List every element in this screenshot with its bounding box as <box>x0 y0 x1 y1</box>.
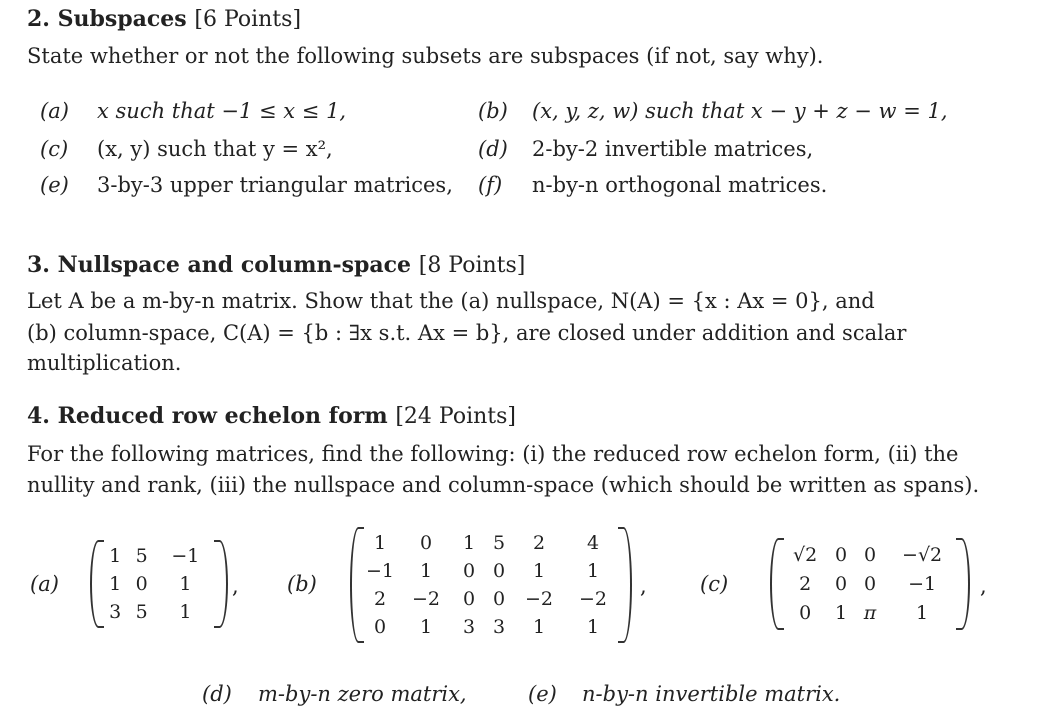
matrix-a-cell: 5 <box>135 545 148 567</box>
matrix-b-cell: 0 <box>462 588 476 610</box>
q4-line-1: For the following matrices, find the following: (i) the reduced row echelon form, (ii) the <box>27 442 959 466</box>
matrix-c-cell: −√2 <box>902 543 943 566</box>
matrix-a-grid <box>102 542 216 626</box>
matrix-b-cell: −2 <box>578 588 607 610</box>
matrix-b-cell: 2 <box>373 588 387 610</box>
matrix-a-cell: 1 <box>179 573 192 595</box>
matrix-c-cell: 0 <box>863 572 877 595</box>
q2-item-d-text: 2-by-2 invertible matrices, <box>532 137 814 161</box>
q4-extra-e-text: n-by-n invertible matrix. <box>582 682 841 706</box>
q4-extra-e-label: (e) <box>528 682 557 706</box>
q2-item-a-text: x such that −1 ≤ x ≤ 1, <box>97 99 347 123</box>
q2-item-c-label: (c) <box>40 137 69 161</box>
matrix-b-cell: 1 <box>462 532 476 554</box>
matrix-b-cell: 2 <box>532 532 546 554</box>
matrix-c-cell: 2 <box>799 572 812 595</box>
matrix-c-cell: 1 <box>916 601 929 624</box>
q2-item-b-text: (x, y, z, w) such that x − y + z − w = 1, <box>532 99 948 123</box>
matrix-c-right-paren <box>956 538 970 630</box>
matrix-b-cell: −2 <box>524 588 553 610</box>
matrix-b-cell: 1 <box>419 560 433 582</box>
q2-item-f-text: n-by-n orthogonal matrices. <box>532 173 828 197</box>
matrix-c-cell: 1 <box>835 601 848 624</box>
matrix-a-right-paren <box>214 540 228 628</box>
matrix-b <box>350 527 632 643</box>
matrix-a-cell: 1 <box>179 601 192 623</box>
q4-points: [24 Points] <box>395 404 516 429</box>
matrix-b-cell: 3 <box>462 616 476 638</box>
q2-item-e-text: 3-by-3 upper triangular matrices, <box>97 173 453 197</box>
matrix-b-cell: 3 <box>492 616 506 638</box>
matrix-b-cell: 1 <box>586 616 600 638</box>
matrix-c-label: (c) <box>700 572 729 596</box>
matrix-b-cell: 0 <box>492 560 506 582</box>
matrix-a-cell: 5 <box>135 601 148 623</box>
matrix-a-label: (a) <box>30 572 59 596</box>
matrix-b-cell: 1 <box>419 616 433 638</box>
matrix-c-cell: 0 <box>799 601 812 624</box>
matrix-a-cell: 0 <box>135 573 148 595</box>
matrix-b-cell: 1 <box>532 560 546 582</box>
matrix-c <box>770 538 970 630</box>
q3-heading <box>27 252 525 278</box>
matrix-b-cell: 1 <box>532 616 546 638</box>
matrix-c-grid <box>782 540 958 627</box>
matrix-a-cell: 1 <box>109 573 122 595</box>
matrix-b-cell: 0 <box>373 616 387 638</box>
q2-heading-text: 2. Subspaces <box>27 6 187 32</box>
matrix-b-grid <box>362 529 622 641</box>
q2-item-d-label: (d) <box>478 137 508 161</box>
matrix-a-cell: 3 <box>109 601 122 623</box>
matrix-c-cell: 0 <box>863 543 877 566</box>
matrix-b-comma: , <box>640 574 647 598</box>
matrix-c-cell <box>782 540 828 569</box>
matrix-c-cell: π <box>863 601 877 624</box>
q3-points: [8 Points] <box>418 253 526 278</box>
matrix-c-sqrt-cell: √2 <box>793 543 818 566</box>
matrix-c-cell: −1 <box>908 572 937 595</box>
matrix-a-cell: 1 <box>109 545 122 567</box>
matrix-b-cell: −1 <box>365 560 394 582</box>
matrix-b-cell: −2 <box>411 588 440 610</box>
matrix-a-comma: , <box>232 574 239 598</box>
matrix-b-cell: 4 <box>586 532 600 554</box>
q2-item-c-text: (x, y) such that y = x², <box>97 137 333 161</box>
q2-points: [6 Points] <box>194 7 302 32</box>
q4-heading <box>27 403 516 429</box>
q3-line-1: Let A be a m-by-n matrix. Show that the (a) nullspace, N(A) = {x : Ax = 0}, and <box>27 289 875 313</box>
matrix-b-cell: 5 <box>492 532 506 554</box>
matrix-c-comma: , <box>980 574 987 598</box>
matrix-b-cell: 0 <box>419 532 433 554</box>
matrix-a-cell: −1 <box>171 545 200 567</box>
matrix-c-cell: 0 <box>835 543 848 566</box>
q4-heading-text: 4. Reduced row echelon form <box>27 403 388 429</box>
q2-heading <box>27 6 301 32</box>
q3-line-3: multiplication. <box>27 351 182 375</box>
matrix-b-cell: 1 <box>586 560 600 582</box>
q2-prompt: State whether or not the following subsets are subspaces (if not, say why). <box>27 44 824 68</box>
q2-item-b-label: (b) <box>478 99 508 123</box>
q2-item-a-label: (a) <box>40 99 69 123</box>
matrix-a <box>90 540 228 628</box>
q3-heading-text: 3. Nullspace and column-space <box>27 252 412 278</box>
matrix-b-cell: 1 <box>373 532 387 554</box>
q2-item-f-label: (f) <box>478 173 503 197</box>
matrix-b-label: (b) <box>287 572 317 596</box>
q4-extra-d-text <box>258 679 467 710</box>
q4-line-2: nullity and rank, (iii) the nullspace and column-space (which should be written as spans). <box>27 473 980 497</box>
q3-line-2: (b) column-space, C(A) = {b : ∃x s.t. Ax = b}, are closed under addition and scalar <box>27 321 907 345</box>
q4-extra-d-content: m-by-n zero matrix, <box>258 682 467 706</box>
matrix-c-cell: 0 <box>835 572 848 595</box>
q4-extra-d-label: (d) <box>202 682 232 706</box>
matrix-b-cell: 0 <box>492 588 506 610</box>
q2-item-e-label: (e) <box>40 173 69 197</box>
matrix-b-cell: 0 <box>462 560 476 582</box>
